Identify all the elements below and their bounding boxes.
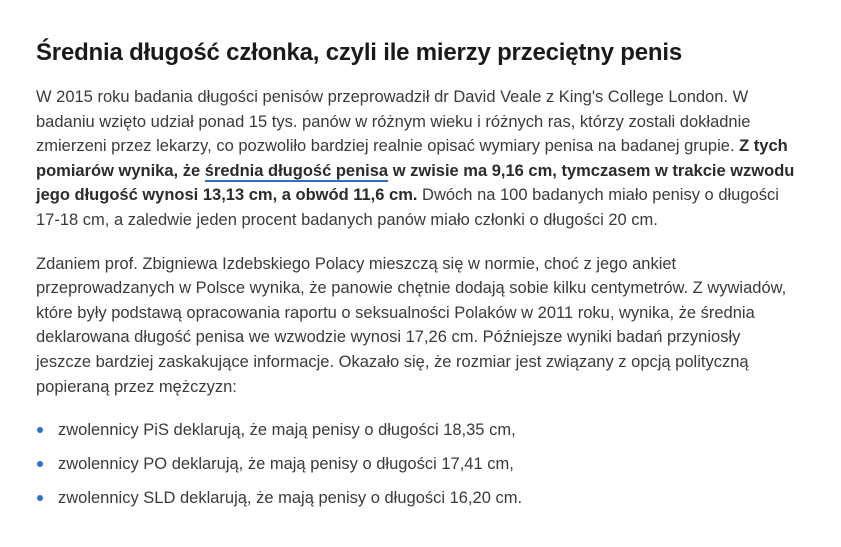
paragraph-lead-text: W 2015 roku badania długości penisów przeprowadził dr David Veale z King's College London. W badaniu wzięto udział ponad 15 tys. panów w różnym wieku i różnych ras, którzy zostali dokładnie zmierzeni przez lekarzy, co pozwoliło bardziej realnie opisać wymiary penisa na badanej grupie. [36, 88, 751, 156]
bullet-dot-icon [37, 495, 43, 501]
list-item-text: zwolennicy SLD deklarują, że mają penisy o długości 16,20 cm. [58, 489, 523, 508]
list-item [36, 486, 796, 511]
average-length-link[interactable]: średnia długość penisa [204, 161, 389, 180]
political-list [36, 418, 796, 511]
bullet-dot-icon [37, 427, 43, 433]
bold-text-after-link: w zwisie ma 9,16 cm, tymczasem w trakcie wzwodu jego długość wynosi 13,13 cm, a obwód 11,6 cm. [36, 161, 795, 205]
paragraph-izdebski: Zdaniem prof. Zbigniewa Izdebskiego Polacy mieszczą się w normie, choć z jego ankiet przeprowadzanych w Polsce wynika, że panowie chętnie dodają sobie kilku centymetrów. Z wywiadów, które były podstawą opracowania raportu o seksualności Polaków w 2011 roku, wynika, że średnia deklarowana długość penisa we wzwodzie wynosi 17,26 cm. Późniejsze wyniki badań przyniosły jeszcze bardziej zaskakujące informacje. Okazało się, że rozmiar jest związany z opcją polityczną popieraną przez mężczyzn: [36, 254, 787, 396]
paragraph-tail-text: Dwóch na 100 badanych miało penisy o długości 17-18 cm, a zaledwie jeden procent badanych panów miało członki o długości 20 cm. [36, 186, 779, 229]
list-item-text: zwolennicy PO deklarują, że mają penisy o długości 17,41 cm, [58, 455, 514, 474]
paragraph-study-results [36, 85, 796, 233]
bold-text-before-link: Z tych pomiarów wynika, że [36, 137, 788, 180]
list-item [36, 418, 796, 443]
article [36, 0, 796, 520]
list-item [36, 452, 796, 477]
bullet-dot-icon [37, 461, 43, 467]
section-heading: Średnia długość członka, czyli ile mierzy przeciętny penis [36, 39, 682, 66]
list-item-text: zwolennicy PiS deklarują, że mają penisy o długości 18,35 cm, [58, 421, 516, 440]
